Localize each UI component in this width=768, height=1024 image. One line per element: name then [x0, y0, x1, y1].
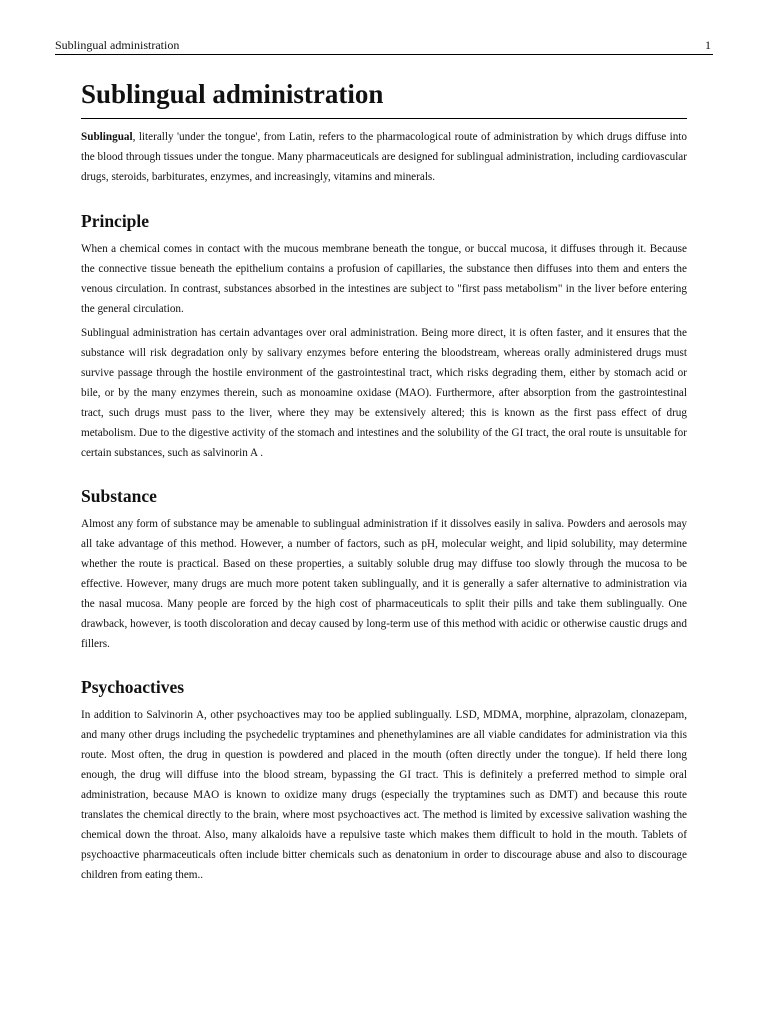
- intro-text: , literally 'under the tongue', from Latin, refers to the pharmacological route of administration by which drugs diffuse into the blood through tissues under the tongue. Many pharmaceuticals are designed for sublingual administration, including cardiovascular drugs, steroids, barbiturates, enzymes, and increasingly, vitamins and minerals.: [81, 131, 687, 183]
- running-header: [55, 38, 713, 55]
- intro-bold-term: Sublingual: [81, 131, 133, 143]
- psychoactives-paragraph-1: In addition to Salvinorin A, other psychoactives may too be applied sublingually. LSD, MDMA, morphine, alprazolam, clonazepam, and many other drugs including the psychedelic tryptamines and phenethylamines are all viable candidates for administration via this route. Most often, the drug in question is powdered and placed in the mouth (often directly under the tongue). If held there long enough, the drug will diffuse into the blood stream, bypassing the GI tract. This is definitely a preferred method to simple oral administration, because MAO is known to oxidize many drugs (especially the tryptamines such as DMT) and because this route translates the chemical directly to the brain, where most psychoactives act. The method is limited by excessive salivation washing the chemical down the throat. Also, many alkaloids have a repulsive taste which makes them difficult to hold in the mouth. Tablets of psychoactive pharmaceuticals often include bitter chemicals such as denatonium in order to discourage abuse and also to discourage children from eating them..: [81, 709, 687, 881]
- intro-paragraph: [81, 127, 687, 187]
- page-number: 1: [705, 38, 711, 52]
- principle-paragraph-2: Sublingual administration has certain advantages over oral administration. Being more direct, it is often faster, and it ensures that the substance will risk degradation only by salivary enzymes before entering the bloodstream, whereas orally administered drugs must survive passage through the hostile environment of the gastrointestinal tract, which risks degrading them, either by stomach acid or bile, or by the many enzymes therein, such as monoamine oxidase (MAO). Furthermore, after absorption from the gastrointestinal tract, such drugs must pass to the liver, where they may be extensively altered; this is known as the first pass effect of drug metabolism. Due to the digestive activity of the stomach and intestines and the solubility of the GI tract, the oral route is unsuitable for certain substances, such as salvinorin A .: [81, 327, 687, 459]
- principle-paragraph-1: When a chemical comes in contact with the mucous membrane beneath the tongue, or buccal mucosa, it diffuses through it. Because the connective tissue beneath the epithelium contains a profusion of capillaries, the substance then diffuses into them and enters the venous circulation. In contrast, substances absorbed in the intestines are subject to "first pass metabolism" in the liver before entering the general circulation.: [81, 243, 687, 315]
- section-heading-principle: Principle: [81, 211, 150, 231]
- page-title: Sublingual administration: [81, 76, 687, 119]
- substance-paragraph-1: Almost any form of substance may be amenable to sublingual administration if it dissolves easily in saliva. Powders and aerosols may all take advantage of this method. However, a number of factors, such as pH, molecular weight, and lipid solubility, may determine whether the route is practical. Based on these properties, a suitably soluble drug may diffuse too slowly through the mucosa to be effective. However, many drugs are much more potent taken sublingually, and it is generally a safer alternative to administration via the nasal mucosa. Many people are forced by the high cost of pharmaceuticals to split their pills and take them sublingually. One drawback, however, is tooth discoloration and decay caused by long-term use of this method with acidic or otherwise caustic drugs and fillers.: [81, 518, 687, 650]
- running-header-title: Sublingual administration: [55, 38, 180, 52]
- document-body: [81, 76, 687, 885]
- section-heading-substance: Substance: [81, 486, 157, 506]
- section-heading-psychoactives: Psychoactives: [81, 677, 185, 697]
